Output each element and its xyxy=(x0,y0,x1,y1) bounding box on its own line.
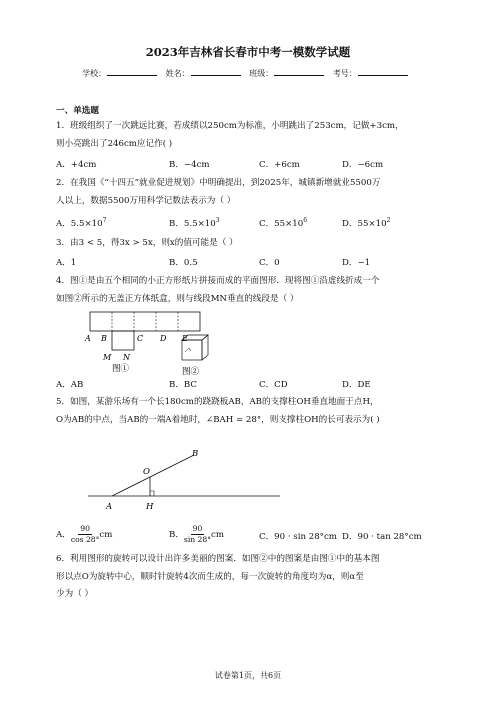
q3-option-c: C．0 xyxy=(259,258,280,268)
q1-option-b: B．−4cm xyxy=(169,160,210,170)
q3-option-a: A．1 xyxy=(56,258,77,268)
q4-option-d: D．DE xyxy=(342,380,371,390)
label-o: O xyxy=(143,467,150,477)
q2-line1: 2．在我国《“十四五”就业促进规划》中明确提出，到2025年，城镇新增就业5500万 xyxy=(56,178,381,188)
q4-figure-box xyxy=(176,330,216,378)
right-angle-mark xyxy=(150,491,154,496)
q2-option-d: D．$55\times 10^2$ xyxy=(342,217,391,229)
student-info-line xyxy=(0,67,496,79)
label-n: N xyxy=(123,353,130,362)
label-e: E xyxy=(182,334,188,343)
q5-a-fraction: $\frac{90}{\cos 28^\circ}$ xyxy=(70,524,100,544)
label-b: B xyxy=(101,334,107,343)
net-bottom-square xyxy=(112,331,134,350)
q5-option-c: C．90 · sin 28°cm xyxy=(259,532,337,542)
section-heading: 一、单选题 xyxy=(56,106,99,116)
school-blank xyxy=(107,67,157,76)
q2-option-a: A．$5.5\times 10^7$ xyxy=(56,217,107,229)
exam-no-label: 考号： xyxy=(332,69,357,78)
q4-option-c: C．CD xyxy=(259,380,288,390)
label-d: D xyxy=(160,334,167,343)
q4-figure-net xyxy=(80,308,240,378)
exam-title: 2023年吉林省长春市中考一模数学试题 xyxy=(145,45,351,59)
question-5 xyxy=(56,394,442,429)
name-blank xyxy=(191,67,241,76)
q6-line1: 6．利用图形的旋转可以设计出许多美丽的图案．如图②中的图案是由图①中的基本图 xyxy=(56,554,380,564)
label-a: A xyxy=(85,334,91,343)
label-b: B xyxy=(192,449,199,459)
fig2-caption: 图② xyxy=(182,367,200,377)
q4-option-b: B．BC xyxy=(169,380,197,390)
box-top xyxy=(182,335,208,340)
q3-option-b: B．0.5 xyxy=(169,258,198,268)
q1-line2: 则小亮跳出了246cm应记作( ) xyxy=(56,138,173,149)
q4-option-a: A．AB xyxy=(56,380,84,390)
q1-line1: 1．班级组织了一次跳远比赛，若成绩以250cm为标准，小明跳出了253cm，记做+3cm， xyxy=(56,121,404,131)
q5-option-b: B． $\frac{90}{\sin 28^\circ}$ cm xyxy=(169,524,224,544)
box-inner-mark xyxy=(185,348,191,352)
q2-option-c: C．$55\times 10^6$ xyxy=(259,217,308,229)
q2-option-b: B．$5.5\times 10^3$ xyxy=(169,217,220,229)
q6-line3: 少为（ ） xyxy=(56,589,94,599)
q2-line2: 人以上，数据5500万用科学记数法表示为（ ） xyxy=(56,195,236,206)
net-strip xyxy=(90,312,200,331)
question-4 xyxy=(56,273,442,308)
question-6 xyxy=(56,551,442,604)
label-m: M xyxy=(103,353,112,362)
name-label: 姓名： xyxy=(165,69,190,78)
q5-figure-seesaw xyxy=(86,446,282,514)
class-blank xyxy=(274,67,324,76)
q5-b-fraction: $\frac{90}{\sin 28^\circ}$ xyxy=(183,524,212,544)
fig1-caption: 图① xyxy=(112,364,130,374)
q4-line1: 4．图①是由五个相同的小正方形纸片拼接而成的平面图形．现将图①沿虚线折成一个 xyxy=(56,276,380,286)
label-c: C xyxy=(137,334,144,343)
label-h: H xyxy=(146,502,154,512)
seesaw-board xyxy=(112,455,194,496)
school-label: 学校： xyxy=(82,69,107,78)
q5-line1: 5．如图，某游乐场有一个长180cm的跷跷板AB，AB的支撑柱OH垂直地面于点H， xyxy=(56,397,379,407)
box-side xyxy=(202,335,208,360)
box-front xyxy=(182,340,202,360)
label-a: A xyxy=(106,502,113,512)
q5-line2: O为AB的中点，当AB的一端A着地时，∠BAH = 28°，则支撑柱OH的长可表示为( ) xyxy=(56,414,380,425)
q1-option-a: A．+4cm xyxy=(56,160,97,170)
q5-option-d: D．90 · tan 28°cm xyxy=(342,532,422,542)
exam-no-blank xyxy=(358,67,408,76)
q4-line2: 如图②所示的无盖正方体纸盒，则与线段MN垂直的线段是（ ） xyxy=(56,293,299,304)
q6-line2: 形以点O为旋转中心，顺时针旋转4次而生成的，每一次旋转的角度均为α，则α至 xyxy=(56,571,364,582)
page-footer: 试卷第1页，共6页 xyxy=(214,671,282,680)
question-3 xyxy=(56,235,442,253)
q3-line1: 3．由3 < 5，得3x > 5x，则x的值可能是（ ） xyxy=(56,238,238,248)
question-2 xyxy=(56,175,442,210)
question-1 xyxy=(56,118,442,153)
q5-option-a: A． $\frac{90}{\cos 28^\circ}$ cm xyxy=(56,524,113,544)
q1-option-c: C．+6cm xyxy=(259,160,300,170)
q1-option-d: D．−6cm xyxy=(342,160,384,170)
class-label: 班级： xyxy=(249,69,274,78)
q3-option-d: D．−1 xyxy=(342,258,371,268)
